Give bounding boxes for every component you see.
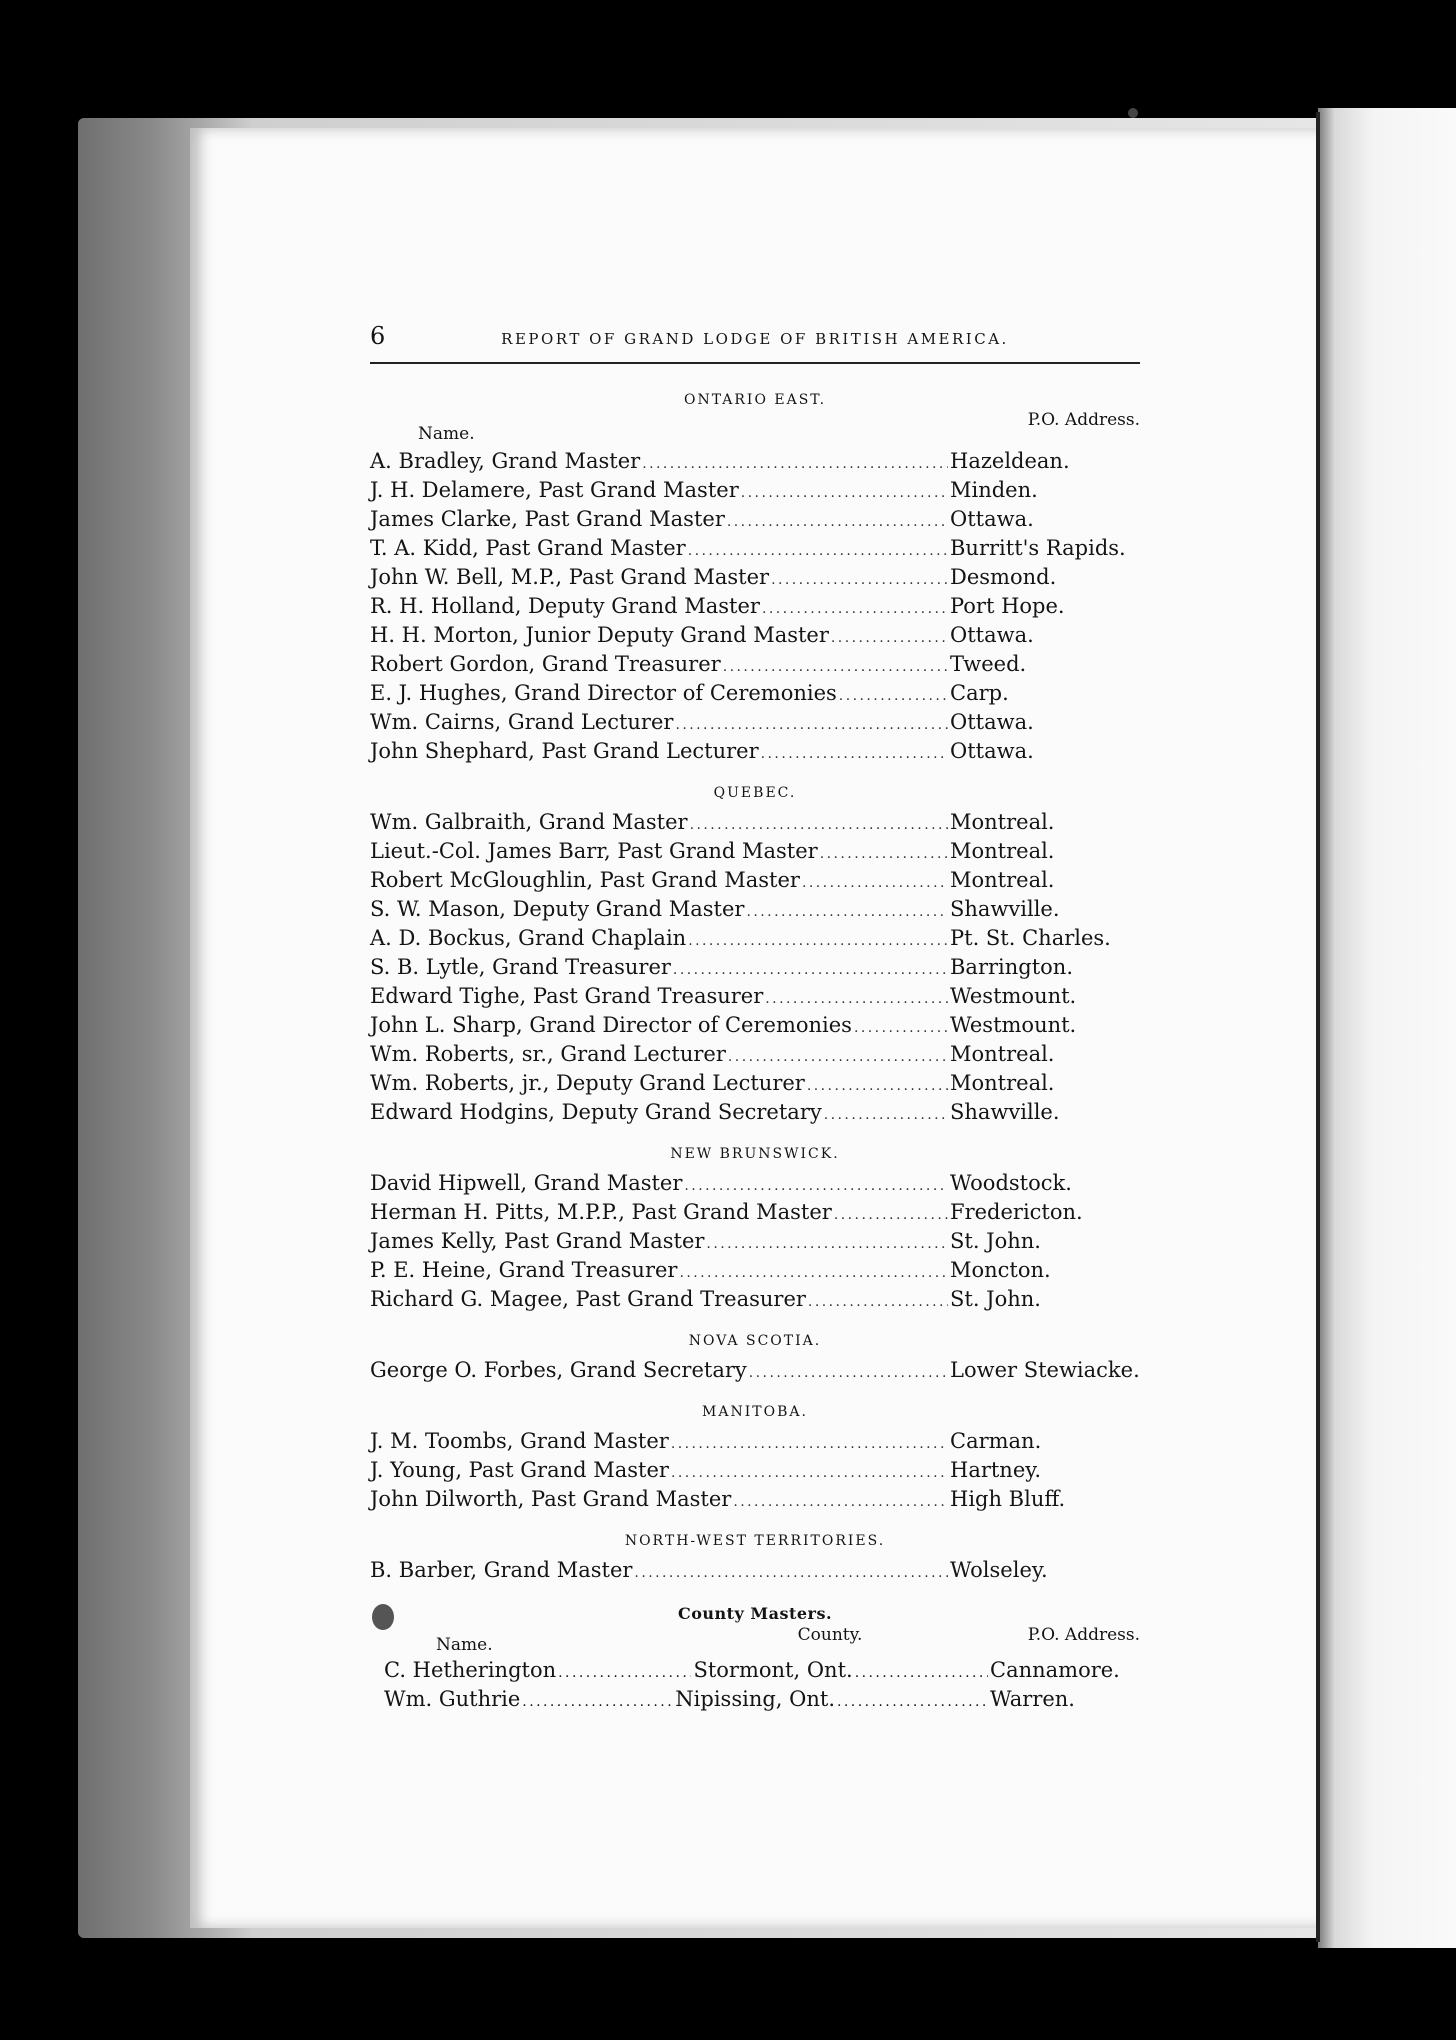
entry-name: J. H. Delamere, Past Grand Master — [370, 478, 739, 502]
list-item — [370, 954, 1140, 983]
entry-name: B. Barber, Grand Master — [370, 1558, 633, 1582]
entry-name: J. M. Toombs, Grand Master — [370, 1429, 669, 1453]
running-title: REPORT OF GRAND LODGE OF BRITISH AMERICA. — [501, 330, 1009, 348]
entry-address: Moncton. — [950, 1258, 1051, 1282]
leader-dots — [855, 1657, 988, 1686]
entry-name: John L. Sharp, Grand Director of Ceremonies — [370, 1013, 852, 1037]
leader-dots — [723, 651, 948, 680]
list-item — [370, 867, 1140, 896]
entry-name: Wm. Galbraith, Grand Master — [370, 810, 688, 834]
column-header-address: P.O. Address. — [1027, 410, 1140, 430]
entry-name: E. J. Hughes, Grand Director of Ceremonies — [370, 681, 837, 705]
list-item — [370, 1457, 1140, 1486]
leader-dots — [808, 1286, 948, 1315]
leader-dots — [679, 1257, 948, 1286]
list-item — [370, 809, 1140, 838]
entry-name: John Shephard, Past Grand Lecturer — [370, 739, 759, 763]
leader-dots — [820, 838, 948, 867]
scan-speck — [1128, 108, 1138, 118]
list-item — [370, 1099, 1140, 1128]
entry-address: St. John. — [950, 1229, 1041, 1253]
county-entry-address: Warren. — [990, 1687, 1075, 1711]
entry-name: H. H. Morton, Junior Deputy Grand Master — [370, 623, 829, 647]
county-entry-name: Wm. Guthrie — [384, 1687, 521, 1711]
page-number: 6 — [370, 322, 386, 350]
entry-address: Lower Stewiacke. — [950, 1358, 1140, 1382]
list-item — [370, 564, 1140, 593]
county-header-county: County. — [797, 1625, 863, 1645]
county-masters-headers — [370, 1625, 1140, 1655]
section-title-nova-scotia: NOVA SCOTIA. — [688, 1333, 822, 1349]
list-item — [370, 1286, 1140, 1315]
section-list-quebec — [370, 809, 1140, 1128]
entry-name: S. W. Mason, Deputy Grand Master — [370, 897, 745, 921]
section-title-north-west-territories: NORTH-WEST TERRITORIES. — [624, 1533, 886, 1549]
leader-dots — [834, 1199, 948, 1228]
entry-name: John W. Bell, M.P., Past Grand Master — [370, 565, 770, 589]
leader-dots — [837, 1686, 988, 1715]
list-item — [370, 1357, 1140, 1386]
list-item — [370, 622, 1140, 651]
leader-dots — [761, 738, 948, 767]
entry-address: Fredericton. — [950, 1200, 1083, 1224]
facing-page-edge — [1318, 108, 1456, 1948]
leader-dots — [684, 1170, 948, 1199]
entry-name: James Clarke, Past Grand Master — [370, 507, 725, 531]
leader-dots — [802, 867, 948, 896]
county-masters-title: County Masters. — [677, 1604, 833, 1623]
leader-dots — [642, 448, 948, 477]
section-list-new-brunswick — [370, 1170, 1140, 1315]
leader-dots — [746, 896, 948, 925]
entry-address: Westmount. — [950, 1013, 1077, 1037]
list-item — [370, 1041, 1140, 1070]
leader-dots — [733, 1486, 948, 1515]
entry-name: Richard G. Magee, Past Grand Treasurer — [370, 1287, 806, 1311]
county-entry-county: Stormont, Ont. — [693, 1658, 853, 1682]
entry-name: George O. Forbes, Grand Secretary — [370, 1358, 747, 1382]
list-item — [370, 896, 1140, 925]
entry-address: Wolseley. — [950, 1558, 1048, 1582]
page-gutter — [1316, 112, 1320, 1942]
entry-address: Minden. — [950, 478, 1038, 502]
county-header-address: P.O. Address. — [1027, 1625, 1140, 1645]
entry-address: Desmond. — [950, 565, 1057, 589]
entry-name: Wm. Roberts, sr., Grand Lecturer — [370, 1042, 726, 1066]
leader-dots — [706, 1228, 948, 1257]
entry-name: A. Bradley, Grand Master — [370, 449, 641, 473]
entry-name: P. E. Heine, Grand Treasurer — [370, 1258, 678, 1282]
entry-address: Barrington. — [950, 955, 1073, 979]
leader-dots — [749, 1357, 948, 1386]
entry-name: Wm. Roberts, jr., Deputy Grand Lecturer — [370, 1071, 805, 1095]
entry-address: Westmount. — [950, 984, 1077, 1008]
county-header-name: Name. — [436, 1635, 493, 1655]
column-headers — [370, 410, 1140, 444]
leader-dots — [771, 564, 948, 593]
entry-name: T. A. Kidd, Past Grand Master — [370, 536, 686, 560]
entry-address: Carp. — [950, 681, 1009, 705]
entry-address: Ottawa. — [950, 710, 1034, 734]
page-header — [370, 322, 1140, 364]
county-masters-list — [370, 1657, 1140, 1715]
entry-address: Ottawa. — [950, 739, 1034, 763]
page-content — [370, 322, 1140, 1715]
entry-address: Ottawa. — [950, 623, 1034, 647]
list-item — [370, 1228, 1140, 1257]
section-list-north-west-territories — [370, 1557, 1140, 1586]
leader-dots — [807, 1070, 948, 1099]
entry-address: Carman. — [950, 1429, 1042, 1453]
list-item — [370, 1657, 1140, 1686]
section-list-manitoba — [370, 1428, 1140, 1515]
entry-address: Tweed. — [950, 652, 1027, 676]
entry-address: Montreal. — [950, 839, 1055, 863]
section-title-new-brunswick: NEW BRUNSWICK. — [670, 1146, 840, 1162]
leader-dots — [824, 1099, 948, 1128]
entry-address: Hartney. — [950, 1458, 1042, 1482]
entry-address: Hazeldean. — [950, 449, 1070, 473]
entry-address: Montreal. — [950, 1042, 1055, 1066]
leader-dots — [728, 1041, 948, 1070]
entry-address: Woodstock. — [950, 1171, 1072, 1195]
leader-dots — [634, 1557, 948, 1586]
leader-dots — [558, 1657, 691, 1686]
entry-name: Edward Hodgins, Deputy Grand Secretary — [370, 1100, 822, 1124]
leader-dots — [688, 925, 948, 954]
list-item — [370, 1686, 1140, 1715]
entry-address: High Bluff. — [950, 1487, 1066, 1511]
entry-name: R. H. Holland, Deputy Grand Master — [370, 594, 760, 618]
list-item — [370, 593, 1140, 622]
column-header-name: Name. — [418, 424, 475, 444]
list-item — [370, 709, 1140, 738]
leader-dots — [727, 506, 948, 535]
leader-dots — [831, 622, 948, 651]
list-item — [370, 477, 1140, 506]
leader-dots — [671, 1428, 948, 1457]
list-item — [370, 838, 1140, 867]
section-list-ontario-east — [370, 448, 1140, 767]
entry-name: J. Young, Past Grand Master — [370, 1458, 669, 1482]
county-entry-name: C. Hetherington — [384, 1658, 557, 1682]
list-item — [370, 680, 1140, 709]
entry-address: Shawville. — [950, 1100, 1060, 1124]
entry-address: Montreal. — [950, 1071, 1055, 1095]
entry-address: Montreal. — [950, 868, 1055, 892]
entry-name: Lieut.-Col. James Barr, Past Grand Master — [370, 839, 818, 863]
list-item — [370, 983, 1140, 1012]
list-item — [370, 535, 1140, 564]
leader-dots — [839, 680, 948, 709]
list-item — [370, 1257, 1140, 1286]
list-item — [370, 1070, 1140, 1099]
list-item — [370, 1428, 1140, 1457]
county-entry-county: Nipissing, Ont. — [675, 1687, 835, 1711]
leader-dots — [762, 593, 948, 622]
section-title-manitoba: MANITOBA. — [702, 1404, 808, 1420]
list-item — [370, 448, 1140, 477]
entry-name: A. D. Bockus, Grand Chaplain — [370, 926, 687, 950]
list-item — [370, 1199, 1140, 1228]
entry-name: Herman H. Pitts, M.P.P., Past Grand Master — [370, 1200, 832, 1224]
list-item — [370, 1170, 1140, 1199]
scan-speck — [372, 1604, 394, 1630]
leader-dots — [688, 535, 948, 564]
leader-dots — [675, 709, 948, 738]
entry-address: Pt. St. Charles. — [950, 926, 1111, 950]
entry-name: John Dilworth, Past Grand Master — [370, 1487, 732, 1511]
list-item — [370, 925, 1140, 954]
list-item — [370, 506, 1140, 535]
leader-dots — [671, 1457, 948, 1486]
entry-name: David Hipwell, Grand Master — [370, 1171, 683, 1195]
leader-dots — [673, 954, 948, 983]
entry-address: Shawville. — [950, 897, 1060, 921]
entry-name: James Kelly, Past Grand Master — [370, 1229, 705, 1253]
entry-name: Robert McGloughlin, Past Grand Master — [370, 868, 800, 892]
section-list-nova-scotia — [370, 1357, 1140, 1386]
leader-dots — [690, 809, 948, 838]
leader-dots — [854, 1012, 948, 1041]
section-title-quebec: QUEBEC. — [713, 785, 797, 801]
entry-address: Montreal. — [950, 810, 1055, 834]
entry-address: Port Hope. — [950, 594, 1065, 618]
entry-name: Wm. Cairns, Grand Lecturer — [370, 710, 674, 734]
entry-address: Burritt's Rapids. — [950, 536, 1126, 560]
entry-address: Ottawa. — [950, 507, 1034, 531]
leader-dots — [522, 1686, 673, 1715]
entry-name: Robert Gordon, Grand Treasurer — [370, 652, 721, 676]
entry-address: St. John. — [950, 1287, 1041, 1311]
leader-dots — [741, 477, 948, 506]
leader-dots — [765, 983, 948, 1012]
section-title-ontario-east: ONTARIO EAST. — [683, 392, 827, 408]
entry-name: Edward Tighe, Past Grand Treasurer — [370, 984, 764, 1008]
list-item — [370, 1486, 1140, 1515]
list-item — [370, 1012, 1140, 1041]
list-item — [370, 651, 1140, 680]
list-item — [370, 1557, 1140, 1586]
county-entry-address: Cannamore. — [990, 1658, 1120, 1682]
entry-name: S. B. Lytle, Grand Treasurer — [370, 955, 671, 979]
list-item — [370, 738, 1140, 767]
